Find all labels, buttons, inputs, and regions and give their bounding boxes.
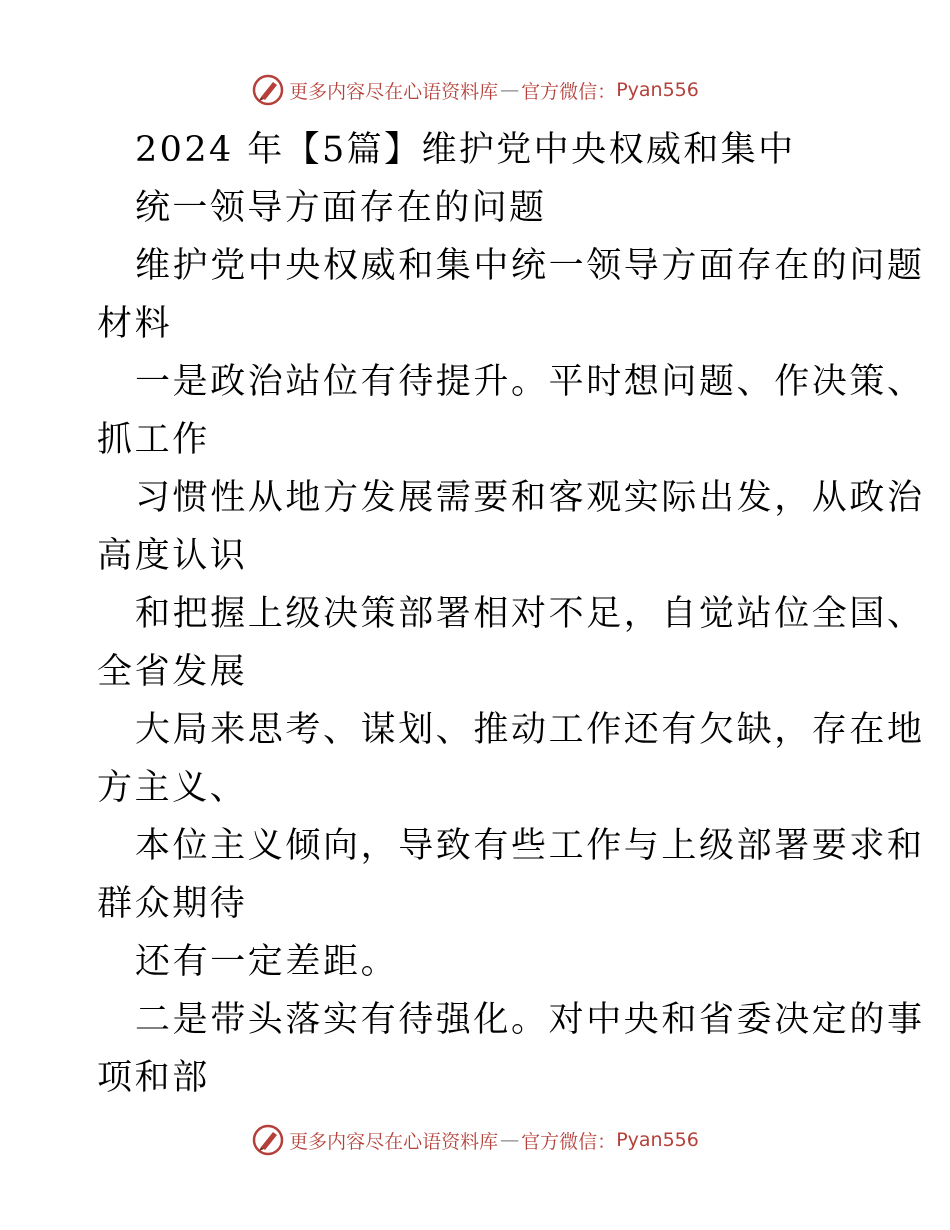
pen-logo-icon: [251, 1123, 285, 1157]
footer-site-text: 更多内容尽在心语资料库: [289, 1130, 499, 1153]
document-title-line: 2024 年【5篇】维护党中央权威和集中: [135, 130, 796, 170]
paragraph-line: 一是政治站位有待提升。平时想问题、作决策、: [135, 362, 925, 402]
footer-contact-id: Pyan556: [616, 1129, 699, 1151]
document-body: [97, 121, 925, 1107]
header-watermark: [0, 70, 950, 110]
paragraph-line: 材料: [97, 304, 173, 344]
paragraph-line: 抓工作: [97, 420, 210, 460]
paragraph-line: 全省发展: [97, 652, 248, 692]
paragraph-line: 本位主义倾向，导致有些工作与上级部署要求和: [135, 826, 925, 866]
footer-separator: —: [500, 1129, 520, 1151]
paragraph-line: 项和部: [97, 1058, 210, 1098]
header-separator: —: [500, 79, 520, 101]
paragraph-line: 方主义、: [97, 768, 248, 808]
paragraph-line: 维护党中央权威和集中统一领导方面存在的问题: [135, 246, 925, 286]
paragraph-line: 习惯性从地方发展需要和客观实际出发，从政治: [135, 478, 925, 518]
paragraph-line: 还有一定差距。: [135, 942, 399, 982]
paragraph-line: 高度认识: [97, 536, 248, 576]
header-site-text: 更多内容尽在心语资料库: [289, 80, 499, 103]
footer-watermark: [0, 1120, 950, 1160]
pen-logo-icon: [251, 73, 285, 107]
paragraph-line: 群众期待: [97, 884, 248, 924]
header-contact-label: 官方微信：: [521, 80, 617, 103]
paragraph-line: 二是带头落实有待强化。对中央和省委决定的事: [135, 1000, 925, 1040]
header-contact-id: Pyan556: [616, 79, 699, 101]
paragraph-line: 大局来思考、谋划、推动工作还有欠缺，存在地: [135, 710, 925, 750]
document-title-line: 统一领导方面存在的问题: [135, 188, 547, 228]
paragraph-line: 和把握上级决策部署相对不足，自觉站位全国、: [135, 594, 925, 634]
footer-contact-label: 官方微信：: [521, 1130, 617, 1153]
